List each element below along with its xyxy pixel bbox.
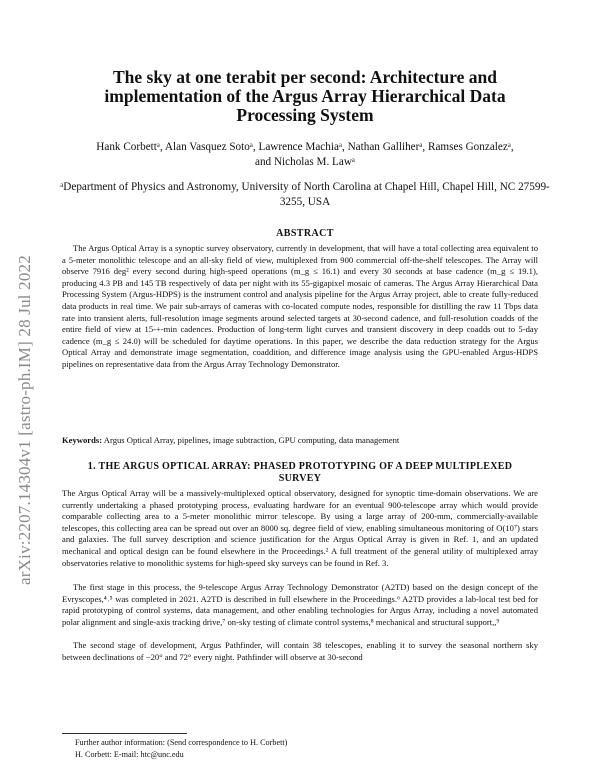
authors-line-2: and Nicholas M. Lawᵃ <box>255 156 355 168</box>
abstract-text: The Argus Optical Array is a synoptic survey observatory, currently in development, that will have a total collecting area equivalent to a 5-meter monolithic telescope and an all-sky field of view, multiplexed from 900 commercial off-the-shelf telescopes. The Array will observe 7916 deg² every second during high-speed operations (m_g ≤ 16.1) and every 30 seconds at base cadence (m_g ≤ 19.1), producing 4.3 PB and 145 TB respectively of data per night with its 55-gigapixel mosaic of cameras. The Argus Array Hierarchical Data Processing System (Argus-HDPS) is the instrument control and analysis pipeline for the Argus Array project, able to create fully-reduced data products in real time. We pair sub-arrays of cameras with co-located compute nodes, responsible for distilling the raw 11 Tbps data rate into transient alerts, full-resolution image segments around selected targets at 30-second cadence, and full-resolution coadds of the entire field of view at 15-+-min cadences. Production of long-term light curves and transient discovery in deep coadds out to 5-day cadence (m_g ≤ 24.0) will be scheduled for daytime operations. In this paper, we describe the data reduction strategy for the Argus Optical Array and demonstrate image segmentation, coaddition, and difference image analysis using the GPU-enabled Argus-HDPS pipelines on representative data from the Argus Array Technology Demonstrator. <box>62 243 538 369</box>
keywords-label: Keywords: <box>62 435 103 445</box>
arxiv-identifier: arXiv:2207.14304v1 [astro-ph.IM] 28 Jul 2022 <box>15 255 34 585</box>
footnote-email: H. Corbett: E-mail: htc@unc.edu <box>75 750 184 759</box>
section-1-paragraph-1: The Argus Optical Array will be a massively-multiplexed optical observatory, designed for synoptic time-domain observations. We are currently undertaking a phased prototyping process, evaluating hardware for an eventual 900-telescope array which would provide comparable collecting area to a 5-meter monolithic mirror telescope. By using a large array of 200-mm, commercially-available telescopes, this collecting area can be spread out over an 8000 sq. degree field of view, enabling simultaneous monitoring of O(10⁷) stars and galaxies. The full survey description and science justification for the Argus Optical Array is given in Ref. 1, and an updated mechanical and optical design can be found elsewhere in the Proceedings.² A full treatment of the general utility of multiplexed array observatories relative to monolithic systems for high-speed sky surveys can be found in Ref. 3. <box>62 488 538 568</box>
section-1-paragraph-3: The second stage of development, Argus Pathfinder, will contain 38 telescopes, enabling it to survey the seasonal northern sky between declinations of −20° and 72° every night. Pathfinder will observe at 30-second <box>62 640 538 662</box>
author-list <box>60 140 550 170</box>
abstract-heading: ABSTRACT <box>276 228 334 239</box>
footnote-rule <box>62 733 187 734</box>
footnote-author-info: Further author information: (Send correspondence to H. Corbett) <box>75 738 288 747</box>
paper-title: The sky at one terabit per second: Architecture and implementation of the Argus Array Hierarchical Data Processing System <box>104 67 506 125</box>
arxiv-sidebar-stamp <box>10 195 40 645</box>
section-1-heading: 1. THE ARGUS OPTICAL ARRAY: PHASED PROTOTYPING OF A DEEP MULTIPLEXED SURVEY <box>87 461 513 484</box>
section-1-paragraph-2: The first stage in this process, the 9-telescope Argus Array Technology Demonstrator (A2TD) based on the design concept of the Evryscopes,⁴˒⁵ was completed in 2021. A2TD is described in full elsewhere in the Proceedings.⁶ A2TD provides a lab-local test bed for rapid prototyping of control systems, data management, and other enabling technologies for Argus Array, including a novel automated polar alignment and single-axis tracking drive,⁷ on-sky testing of climate control systems,⁸ mechanical and structural support,,⁹ <box>62 582 538 627</box>
affiliation: ᵃDepartment of Physics and Astronomy, University of North Carolina at Chapel Hill, Chapel Hill, NC 27599-3255, USA <box>60 181 550 208</box>
authors-line-1: Hank Corbettᵃ, Alan Vasquez Sotoᵃ, Lawrence Machiaᵃ, Nathan Galliherᵃ, Ramses Gonzalezᵃ, <box>96 141 514 153</box>
keywords <box>62 435 538 445</box>
keywords-list: Argus Optical Array, pipelines, image subtraction, GPU computing, data management <box>103 435 400 445</box>
